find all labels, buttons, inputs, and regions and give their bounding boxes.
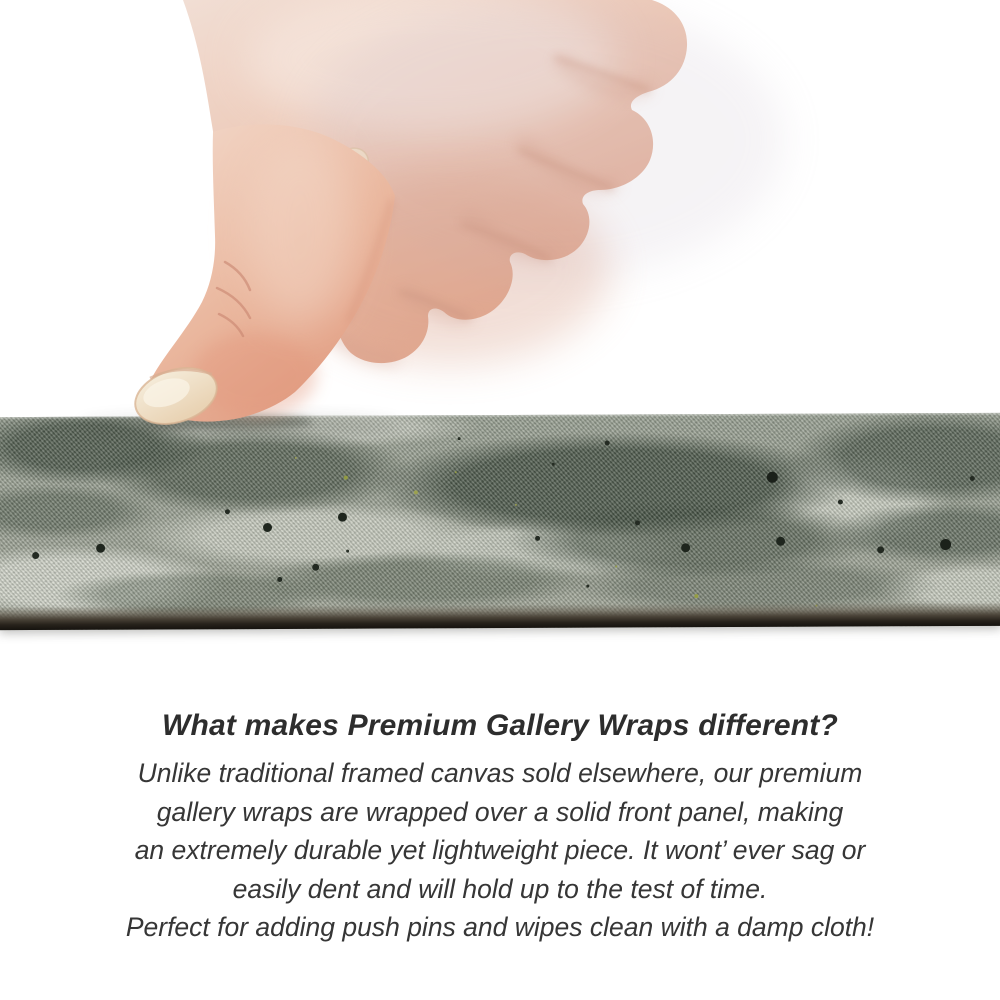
fist-shape — [183, 0, 687, 363]
body-copy — [0, 754, 1000, 947]
body-line: easily dent and will hold up to the test of time. — [232, 873, 768, 904]
body-line: gallery wraps are wrapped over a solid front panel, making — [156, 796, 844, 827]
body-line: an extremely durable yet lightweight piece. It wont’ ever sag or — [134, 835, 866, 866]
body-line: Unlike traditional framed canvas sold elsewhere, our premium — [137, 758, 863, 788]
hand-pressing-thumb-illustration — [0, 0, 1000, 445]
canvas-dark-specks — [0, 417, 1, 424]
body-line: Perfect for adding push pins and wipes clean with a damp cloth! — [125, 912, 875, 943]
canvas-wrap-strip — [0, 413, 1000, 630]
headline: What makes Premium Gallery Wraps different? — [161, 709, 839, 742]
marketing-copy — [0, 703, 1000, 947]
thumb-shape — [149, 124, 395, 421]
